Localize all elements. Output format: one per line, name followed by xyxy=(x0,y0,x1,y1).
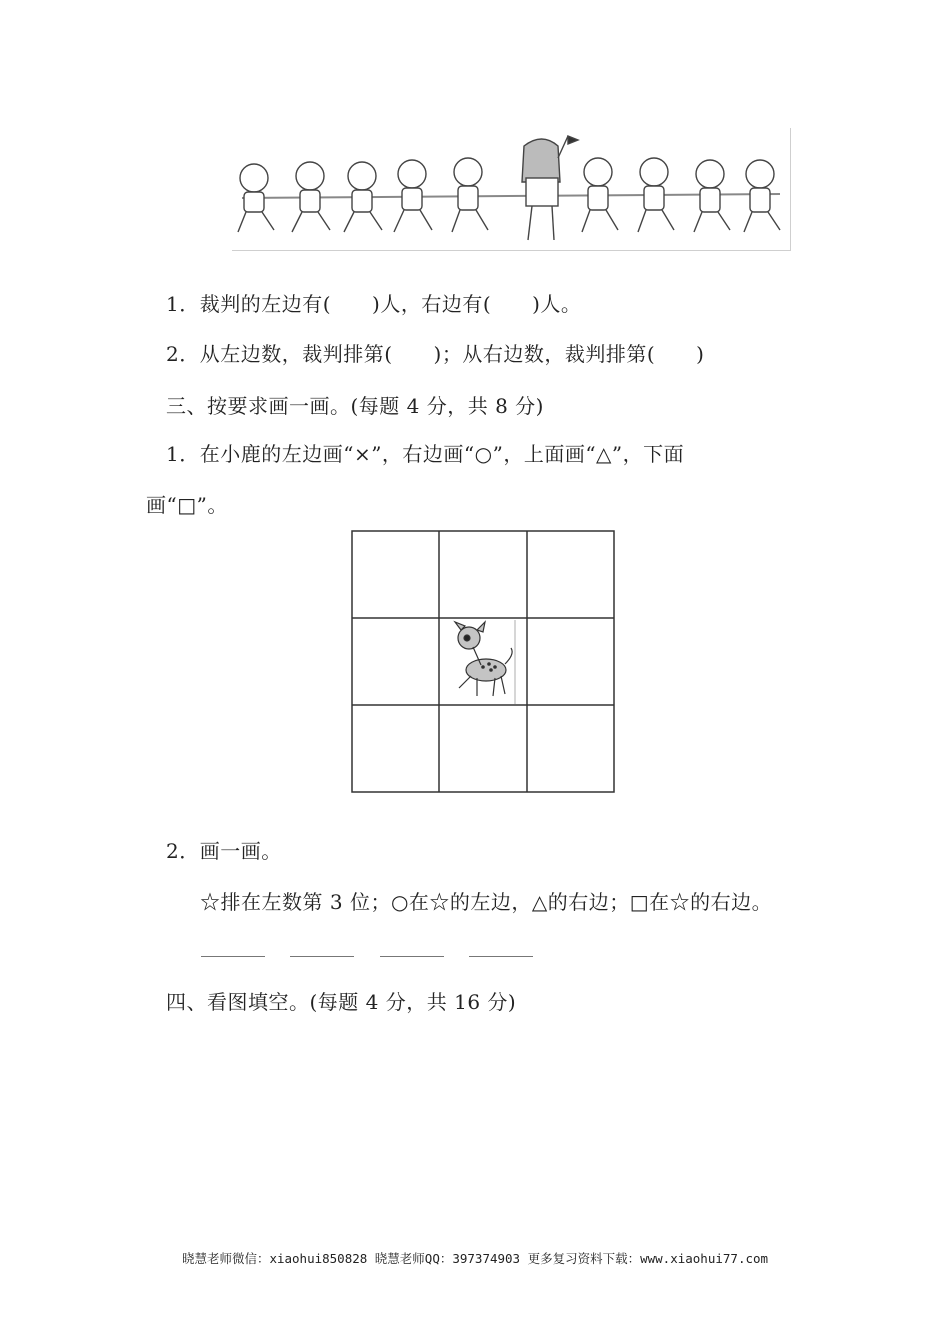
answer-blank-2[interactable] xyxy=(290,956,354,957)
section-4-heading: 四、看图填空。(每题 4 分，共 16 分) xyxy=(166,990,517,1014)
child-right-3 xyxy=(694,160,730,232)
section-3-question-2: 2．画一画。 xyxy=(166,839,282,863)
child-left-5 xyxy=(452,158,488,232)
question-2: 2．从左边数，裁判排第( )；从右边数，裁判排第( ) xyxy=(166,342,705,366)
deer-icon xyxy=(455,620,515,704)
answer-blank-1[interactable] xyxy=(201,956,265,957)
referee xyxy=(522,136,578,240)
tug-of-war-illustration xyxy=(232,128,791,251)
page-footer: 晓慧老师微信：xiaohui850828 晓慧老师QQ：397374903 更多复习资料下载：www.xiaohui77.com xyxy=(181,1251,769,1266)
drawing-grid xyxy=(351,530,615,793)
answer-blank-4[interactable] xyxy=(469,956,533,957)
section-3-question-2-description: ☆排在左数第 3 位；○在☆的左边，△的右边；□在☆的右边。 xyxy=(200,890,773,914)
answer-blank-3[interactable] xyxy=(380,956,444,957)
section-3-question-1-line-1: 1．在小鹿的左边画“×”，右边画“○”，上面画“△”，下面 xyxy=(166,442,685,466)
child-right-4 xyxy=(744,160,780,232)
section-3-heading: 三、按要求画一画。(每题 4 分，共 8 分) xyxy=(166,394,544,418)
question-1: 1．裁判的左边有( )人，右边有( )人。 xyxy=(166,292,582,316)
section-3-question-1-line-2: 画“□”。 xyxy=(146,493,228,517)
